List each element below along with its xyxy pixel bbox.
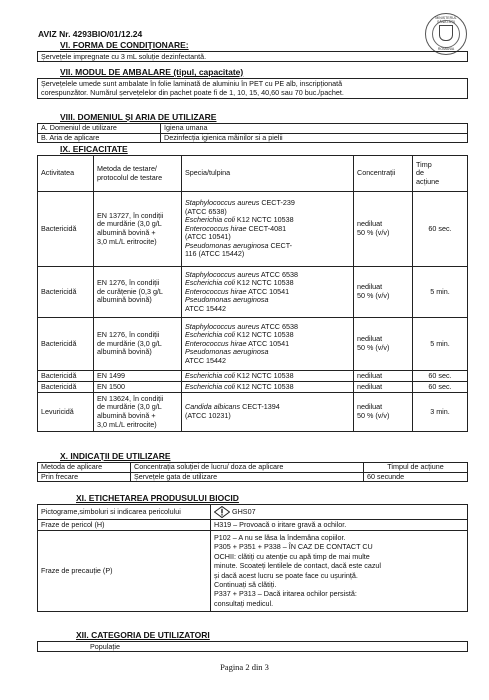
efficacy-row [38, 382, 468, 393]
efficacy-concentration: nediluat 50 % (v/v) [354, 318, 413, 371]
stamp-top-text: MINISTERUL SĂNĂTĂȚII [435, 16, 457, 24]
efficacy-row [38, 267, 468, 318]
efficacy-species: Staphylococcus aureus ATCC 6538 Escherichia coli K12 NCTC 10538 Enterococcus hirae ATCC 10541 Pseudomonas aeruginosa ATCC 15442 [182, 267, 354, 318]
usage-header-concentration: Concentrația soluției de lucru/ doza de aplicare [131, 463, 364, 473]
page-footer: Pagina 2 din 3 [220, 662, 269, 672]
section-7-line2: corespunzător. Numărul șervețelelor din pachet poate fi de 1, 10, 15, 40,60 sau 70 buc./pachet. [41, 88, 344, 97]
area-value: Dezinfecția igienica mâinilor si a pielii [161, 133, 468, 143]
efficacy-row [38, 192, 468, 267]
efficacy-species: Escherichia coli K12 NCTC 10538 [182, 371, 354, 382]
section-6-title: VI. FORMA DE CONDIȚIONARE: [60, 40, 189, 50]
table-row [38, 133, 468, 143]
domain-value: Igiena umana [161, 124, 468, 134]
efficacy-row [38, 393, 468, 432]
area-label: B. Aria de aplicare [38, 133, 161, 143]
precaution-label: Fraze de precauție (P) [38, 531, 211, 612]
efficacy-method: EN 1276, în condiții de curățenie (0,3 g/L albumină bovină) [94, 267, 182, 318]
header-activity: Activitatea [38, 156, 94, 192]
domain-label: A. Domeniul de utilizare [38, 124, 161, 134]
section-7-title: VII. MODUL DE AMBALARE (tipul, capacitate) [60, 67, 244, 77]
efficacy-time: 5 min. [413, 318, 468, 371]
efficacy-time: 60 sec. [413, 192, 468, 267]
table-row [38, 520, 468, 531]
efficacy-concentration: nediluat [354, 371, 413, 382]
efficacy-time: 3 min. [413, 393, 468, 432]
usage-header-method: Metoda de aplicare [38, 463, 131, 473]
header-species: Specia/tulpina [182, 156, 354, 192]
usage-method: Prin frecare [38, 472, 131, 482]
header-time: Timp de acțiune [413, 156, 468, 192]
section-7-box [37, 78, 468, 99]
table-row [38, 124, 468, 134]
efficacy-method: EN 13624, în condiții de murdărie (3,0 g/L albumină bovină + 3,0 mL/L eritrocite) [94, 393, 182, 432]
header-method: Metoda de testare/ protocolul de testare [94, 156, 182, 192]
efficacy-activity: Bactericidă [38, 267, 94, 318]
section-7-line1: Șervețelele umede sunt ambalate în folie laminată de aluminiu în PET cu PE alb, inscripționată [41, 79, 343, 88]
precaution-value: P102 – A nu se lăsa la îndemâna copiilor. P305 + P351 + P338 – ÎN CAZ DE CONTACT CU OCHII: clătiți cu atenție cu apă timp de mai multe minute. Scoateți lentilele de contact, dacă este cazul și dacă acest lucru se poate face cu ușurință. Continuați să clătiți. P337 + P313 – Dacă iritarea ochilor persistă: consultați medicul. [211, 531, 468, 612]
efficacy-method: EN 1500 [94, 382, 182, 393]
efficacy-method: EN 1276, în condiții de murdărie (3,0 g/L albumină bovină) [94, 318, 182, 371]
section-10-title: X. INDICAȚII DE UTILIZARE [60, 451, 171, 461]
section-9-title: IX. EFICACITATE [60, 144, 128, 154]
efficacy-species: Staphylococcus aureus ATCC 6538 Escherichia coli K12 NCTC 10538 Enterococcus hirae ATCC 10541 Pseudomonas aeruginosa ATCC 15442 [182, 318, 354, 371]
stamp-bottom-text: ROMANIA [437, 47, 455, 51]
section-8-title: VIII. DOMENIUL ȘI ARIA DE UTILIZARE [60, 112, 217, 122]
table-row [38, 472, 468, 482]
table-row [38, 505, 468, 520]
efficacy-header-row [38, 156, 468, 192]
table-row [38, 531, 468, 612]
section-8-table [37, 123, 468, 143]
efficacy-concentration: nediluat [354, 382, 413, 393]
section-12-title: XII. CATEGORIA DE UTILIZATORI [76, 630, 210, 640]
efficacy-activity: Bactericidă [38, 318, 94, 371]
efficacy-concentration: nediluat 50 % (v/v) [354, 267, 413, 318]
efficacy-concentration: nediluat 50 % (v/v) [354, 192, 413, 267]
efficacy-table [37, 155, 468, 432]
labelling-table [37, 504, 468, 612]
section-11-title: XI. ETICHETAREA PRODUSULUI BIOCID [76, 493, 239, 503]
efficacy-time: 60 sec. [413, 382, 468, 393]
efficacy-species: Candida albicans CECT-1394 (ATCC 10231) [182, 393, 354, 432]
usage-table [37, 462, 468, 482]
hazard-value: H319 – Provoacă o iritare gravă a ochilor. [211, 520, 468, 531]
ministry-stamp [425, 13, 467, 55]
efficacy-activity: Bactericidă [38, 382, 94, 393]
pictogram-label: Pictograme,simboluri si indicarea pericolului [38, 505, 211, 520]
efficacy-row [38, 318, 468, 371]
efficacy-time: 5 min. [413, 267, 468, 318]
efficacy-activity: Levuricidă [38, 393, 94, 432]
table-row [38, 463, 468, 473]
efficacy-method: EN 13727, în condiții de murdărie (3,0 g/L albumină bovină + 3,0 mL/L eritrocite) [94, 192, 182, 267]
user-category: Populație [37, 641, 468, 652]
efficacy-method: EN 1499 [94, 371, 182, 382]
ghs07-exclamation-icon [214, 506, 230, 518]
efficacy-time: 60 sec. [413, 371, 468, 382]
usage-header-time: Timpul de acțiune [364, 463, 468, 473]
pictogram-value [211, 505, 468, 520]
efficacy-activity: Bactericidă [38, 371, 94, 382]
efficacy-concentration: nediluat 50 % (v/v) [354, 393, 413, 432]
section-6-text: Șervețele impregnate cu 3 mL soluție dezinfectantă. [37, 51, 468, 62]
efficacy-activity: Bactericidă [38, 192, 94, 267]
efficacy-species: Staphylococcus aureus CECT-239 (ATCC 6538) Escherichia coli K12 NCTC 10538 Enterococcus hirae CECT-4081 (ATCC 10541) Pseudomonas aeruginosa CECT- 116 (ATCC 15442) [182, 192, 354, 267]
ghs-code: GHS07 [232, 506, 256, 516]
usage-time: 60 secunde [364, 472, 468, 482]
usage-concentration: Șervețele gata de utilizare [131, 472, 364, 482]
efficacy-species: Escherichia coli K12 NCTC 10538 [182, 382, 354, 393]
hazard-label: Fraze de pericol (H) [38, 520, 211, 531]
crest-icon [439, 25, 453, 41]
efficacy-row [38, 371, 468, 382]
aviz-number: AVIZ Nr. 4293BIO/01/12.24 [38, 29, 143, 39]
header-concentration: Concentrații [354, 156, 413, 192]
